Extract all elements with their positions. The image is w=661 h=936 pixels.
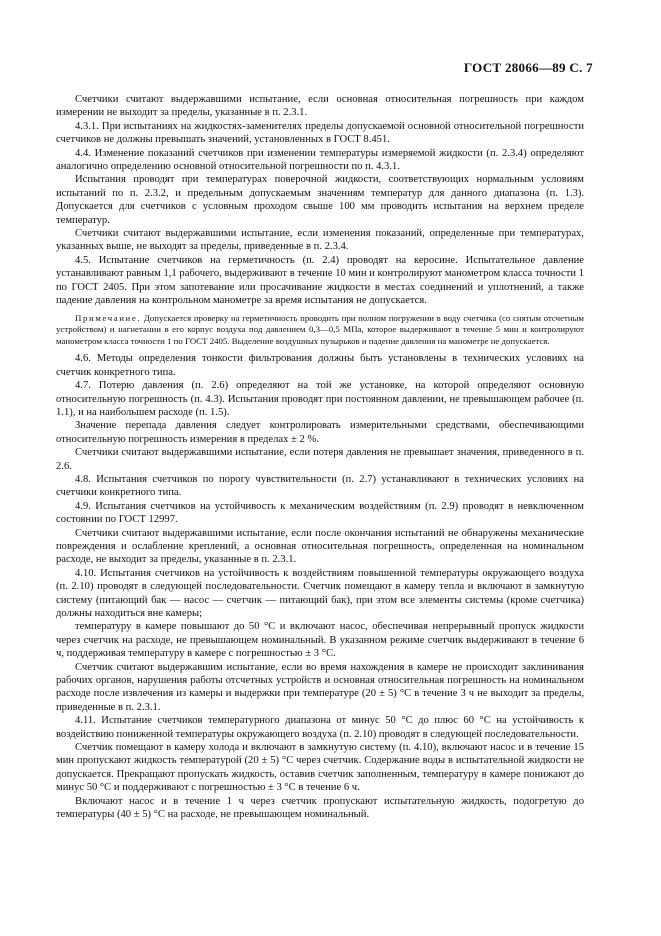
paragraph-4-3-1: 4.3.1. При испытаниях на жидкостях-заменителях пределы допускаемой основной относительной погрешности счетчиков не должны превышать значений, установленных в ГОСТ 8.451. [56, 120, 584, 146]
paragraph-4-6: 4.6. Методы определения тонкости фильтрования должны быть установлены в технических условиях на счетчик конкретного типа. [56, 353, 584, 378]
paragraph-4-7: 4.7. Потерю давления (п. 2.6) определяют на той же установке, на которой определяют основную относительную погрешность (п. 4.3). Испытания проводят при постоянном давлении, не превышающем рабочее (п. 1.1), и на наибольшем расходе (п. 1.5). [56, 380, 584, 418]
note-label: Примечание. [75, 312, 142, 323]
paragraph-4-10: 4.10. Испытания счетчиков на устойчивость к воздействиям повышенной температуры окружающего воздуха (п. 2.10) проводят в следующей последовательности. Счетчик помещают в камеру тепла и включают в замкнутую систему (питающий бак — насос — счетчик — питающий бак), при этом все элементы системы (кроме счетчика) должны находиться вне камеры; [56, 567, 584, 619]
paragraph-4-8: 4.8. Испытания счетчиков по порогу чувствительности (п. 2.7) устанавливают в технических условиях на счетчики конкретного типа. [56, 473, 584, 499]
paragraph: Счетчик считают выдержавшим испытание, если во время нахождения в камере не происходит заклинивания рабочих органов, нарушения работы отсчетных устройств и основная относительная погрешность на номинальном расходе после извлечения из камеры и выдержки при температуре (20 ± 5) °С в течение 3 ч не выходит за пределы, приведенные в п. 2.3.1. [56, 661, 584, 713]
paragraph: Значение перепада давления следует контролировать измерительными средствами, обеспечивающими относительную погрешность измерения в пределах ± 2 %. [56, 420, 584, 445]
paragraph: Счетчик помещают в камеру холода и включают в замкнутую систему (п. 4.10), включают насос и в течение 15 мин пропускают жидкость температурой (20 ± 5) °С через счетчик. Содержание воды в испытательной жидкости не допускается. Прекращают пропускать жидкость, оставив счетчик заполненным, температуру в камере понижают до минус 50 °С и поддерживают с погрешностью ± 3 °С в течение 6 ч. [56, 742, 584, 794]
paragraph: Счетчики считают выдержавшими испытание, если после окончания испытаний не обнаружены механические повреждения и ослабление креплений, а основная относительная погрешность, определенная на номинальном расходе, не выходит за пределы, указанные в п. 2.3.1. [56, 527, 584, 566]
note-text: Допускается проверку на герметичность проводить при полном погружении в воду счетчика (со снятым отсчетным устройством) и нагнетании в его корпус воздуха под давлением 0,3—0,5 МПа, которое выдерживают в течение 5 мин и контролируют манометром класса точности 1 по ГОСТ 2405. Выделение воздушных пузырьков и падение давления на манометре не допускается. [56, 312, 585, 346]
paragraph-4-4: 4.4. Изменение показаний счетчиков при изменении температуры измеряемой жидкости (п. 2.3.4) определяют аналогично определению основной относительной погрешности по п. 4.3.1. [56, 147, 584, 173]
paragraph: Испытания проводят при температурах поверочной жидкости, соответствующих нормальным условиям испытаний по п. 2.3.2, и предельным допускаемым значениям температур для данного диапазона (п. 1.3). Допускается для счетчиков с условным проходом свыше 100 мм проводить испытания на верхнем пределе температур. [56, 174, 584, 226]
paragraph: температуру в камере повышают до 50 °С и включают насос, обеспечивая непрерывный пропуск жидкости через счетчик на расходе, не превышающем номинальный. В указанном режиме счетчик выдерживают в течение 6 ч, поддерживая температуру в камере с погрешностью ± 3 °С. [56, 621, 584, 660]
document-body [56, 93, 584, 822]
paragraph-4-9: 4.9. Испытания счетчиков на устойчивость к механическим воздействиям (п. 2.9) проводят в невключенном состоянии по ГОСТ 12997. [56, 500, 584, 526]
paragraph: Счетчики считают выдержавшими испытание, если основная относительная погрешность при каждом измерении не выходит за пределы, указанные в п. 2.3.1. [56, 94, 584, 119]
page-header: ГОСТ 28066—89 С. 7 [463, 60, 593, 75]
note [56, 313, 584, 348]
paragraph: Включают насос и в течение 1 ч через счетчик пропускают испытательную жидкость, подогретую до температуры (40 ± 5) °С на расходе, не превышающем номинальный. [56, 795, 584, 821]
paragraph-4-11: 4.11. Испытание счетчиков температурного диапазона от минус 50 °С до плюс 60 °С на устойчивость к воздействию пониженной температуры окружающего воздуха (п. 2.10) проводят в следующей последовательности. [56, 715, 584, 740]
paragraph: Счетчики считают выдержавшими испытание, если потеря давления не превышает значения, приведенного в п. 2.6. [56, 447, 584, 472]
paragraph-4-5: 4.5. Испытание счетчиков на герметичность (п. 2.4) проводят на керосине. Испытательное давление устанавливают равным 1,1 рабочего, выдерживают в течение 10 мин и контролируют манометром класса точности 1 по ГОСТ 2405. При этом запотевание или просачивание жидкости в местах соединений и уплотнений, а также падение давления на контрольном манометре за время испытания не допускается. [56, 254, 584, 307]
paragraph: Счетчики считают выдержавшими испытание, если изменения показаний, определенные при температурах, указанных выше, не выходят за пределы, приведенные в п. 2.3.4. [56, 228, 584, 253]
